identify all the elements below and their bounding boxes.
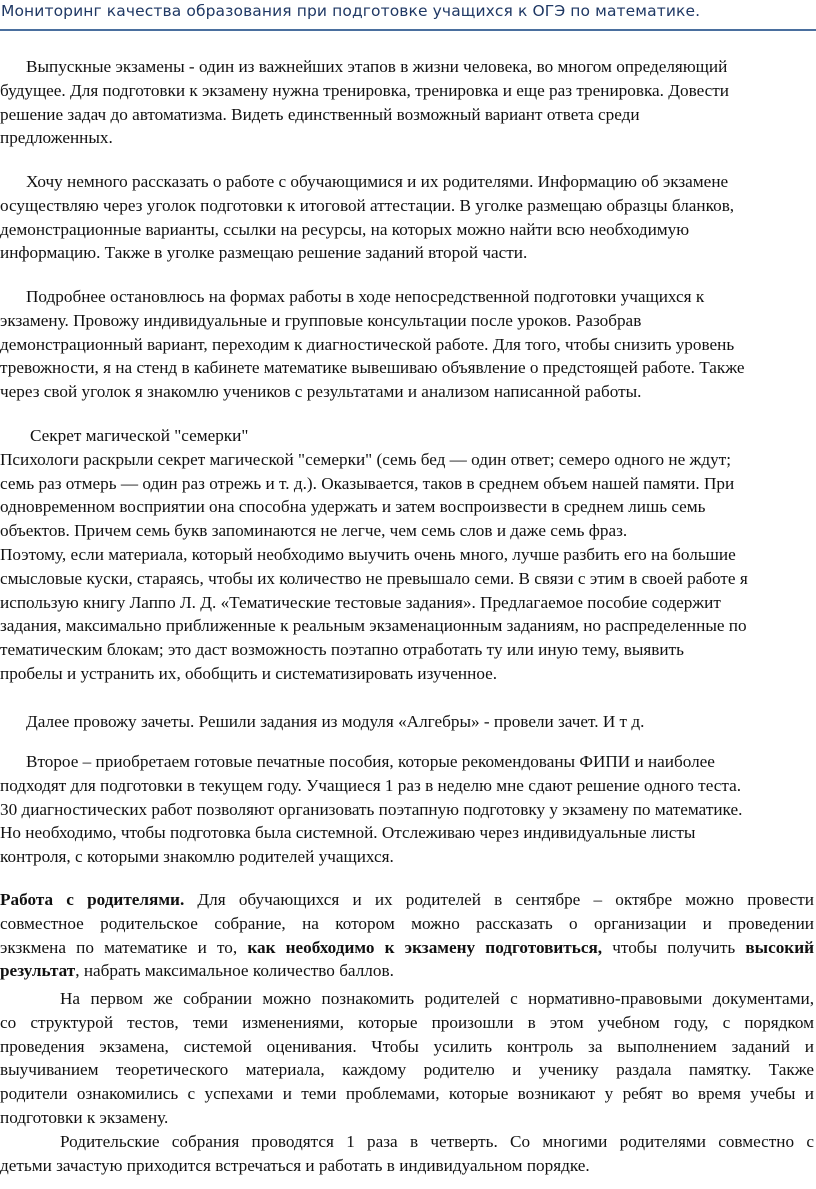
bold-run: высокий — [745, 937, 815, 957]
text-line: тематическим блокам; это даст возможность поэтапно отработать ту или иную тему, выявить — [0, 640, 684, 660]
text-line: Родительские собрания проводятся 1 раза в четверть. Со многими родителями совместно с — [60, 1132, 814, 1151]
title-underline — [0, 29, 816, 31]
text-line: демонстрационные варианты, ссылки на ресурсы, на которых можно найти всю необходимую — [0, 219, 690, 239]
paragraph-8 — [0, 987, 814, 1130]
paragraph-7 — [0, 888, 814, 983]
text-line: пробелы и устранить их, обобщить и систематизировать изученное. — [0, 663, 498, 683]
text-line: Выпускные экзамены - один из важнейших этапов в жизни человека, во многом определяющий — [26, 57, 728, 76]
text-line: Далее провожу зачеты. Решили задания из модуля «Алгебры» - провели зачет. И т д. — [26, 712, 645, 731]
text-line: проведения экзамена, системой оценивания. Чтобы усилить контроль за выполнением заданий и — [0, 1036, 814, 1056]
bold-run: результат — [0, 961, 76, 981]
text-line: со структурой тестов, теми изменениями, которые произошли в этом учебном году, с порядком — [0, 1012, 814, 1032]
text-line: через свой уголок я знакомлю учеников с результатами и анализом написанной работы. — [0, 382, 642, 402]
text-line: Психологи раскрыли секрет магической "семерки" (семь бед — один ответ; семеро одного не ждут; — [0, 449, 732, 469]
section-heading: Секрет магической "семерки" — [30, 426, 249, 445]
text-line: Хочу немного рассказать о работе с обучающимися и их родителями. Информацию об экзамене — [26, 172, 729, 191]
text-line: одновременном восприятии она способна удержать и затем воспроизвести в среднем лишь семь — [0, 497, 706, 517]
text-line: Поэтому, если материала, который необходимо выучить очень много, лучше разбить его на большие — [0, 544, 736, 564]
text-line: контроля, с которыми знакомлю родителей учащихся. — [0, 847, 394, 867]
text-line: экзамену. Провожу индивидуальные и групповые консультации после уроков. Разобрав — [0, 310, 642, 330]
text-line: семь раз отмерь — один раз отрежь и т. д.). Оказывается, таков в среднем объем нашей памяти. При — [0, 473, 735, 493]
text-run: , набрать максимальное количество баллов. — [75, 961, 394, 981]
text-line — [0, 888, 814, 912]
paragraph-6 — [0, 750, 816, 869]
paragraph-2 — [0, 170, 816, 265]
bold-lead: Работа с родителями. — [0, 890, 185, 909]
text-line: объектов. Причем семь букв запоминаются не легче, чем семь слов и даже семь фраз. — [0, 521, 628, 541]
text-line: тревожности, я на стенд в кабинете математике вывешиваю объявление о предстоящей работе. Также — [0, 358, 745, 378]
paragraph-9 — [0, 1130, 814, 1178]
text-line: Второе – приобретаем готовые печатные пособия, которые рекомендованы ФИПИ и наиболее — [26, 752, 715, 771]
text-line — [0, 936, 814, 960]
bold-run: как необходимо к экзамену подготовиться, — [247, 937, 603, 957]
text-line: подходят для подготовки в текущем году. Учащиеся 1 раз в неделю мне сдают решение одного теста. — [0, 775, 742, 795]
text-line: смысловые куски, стараясь, чтобы их количество не превышало семи. В связи с этим в своей работе я — [0, 568, 748, 588]
paragraph-4 — [0, 424, 816, 686]
paragraph-5 — [0, 710, 816, 734]
text-line: На первом же собрании можно познакомить родителей с нормативно-правовыми документами, — [60, 989, 814, 1008]
text-line: задания, максимально приближенные к реальным экзаменационным заданиям, но распределенные по — [0, 616, 747, 636]
text-line: демонстрационный вариант, переходим к диагностической работе. Для того, чтобы снизить уровень — [0, 334, 735, 354]
text-line: будущее. Для подготовки к экзамену нужна тренировка, тренировка и еще раз тренировка. Довести — [0, 80, 730, 100]
text-run: чтобы получить — [602, 937, 746, 957]
text-line: Подробнее остановлюсь на формах работы в ходе непосредственной подготовки учащихся к — [26, 287, 705, 306]
text-line: использую книгу Лаппо Л. Д. «Тематические тестовые задания». Предлагаемое пособие содержит — [0, 592, 721, 612]
text-line: осуществляю через уголок подготовки к итоговой аттестации. В уголке размещаю образцы бланков, — [0, 195, 735, 215]
text-line — [0, 959, 814, 983]
text-line: родители ознакомились с успехами и теми проблемами, которые возникают у ребят во время учебы и — [0, 1084, 814, 1104]
text-line: детьми зачастую приходится встречаться и работать в индивидуальном порядке. — [0, 1155, 590, 1175]
text-line: 30 диагностических работ позволяют организовать поэтапную подготовку у экзамену по математике. — [0, 799, 743, 819]
text-line: решение задач до автоматизма. Видеть единственный возможный вариант ответа среди — [0, 104, 640, 124]
text-line: подготовки к экзамену. — [0, 1107, 169, 1127]
text-line: предложенных. — [0, 128, 113, 148]
text-line: информацию. Также в уголке размещаю решение заданий второй части. — [0, 243, 528, 263]
text-line: выучиванием теоретического материала, каждому родителю и ученику раздала памятку. Также — [0, 1060, 814, 1080]
text-run: Для обучающихся и их родителей в сентябре – октябре можно провести — [184, 890, 814, 909]
text-line: Но необходимо, чтобы подготовка была системной. Отслеживаю через индивидуальные листы — [0, 823, 696, 843]
paragraph-1 — [0, 55, 816, 150]
text-line: совместное родительское собрание, на котором можно рассказать о организации и проведении — [0, 913, 814, 933]
text-run: экзкмена по математике и то, — [0, 937, 248, 957]
paragraph-3 — [0, 285, 816, 404]
document-title: Мониторинг качества образования при подготовке учащихся к ОГЭ по математике. — [1, 2, 701, 20]
